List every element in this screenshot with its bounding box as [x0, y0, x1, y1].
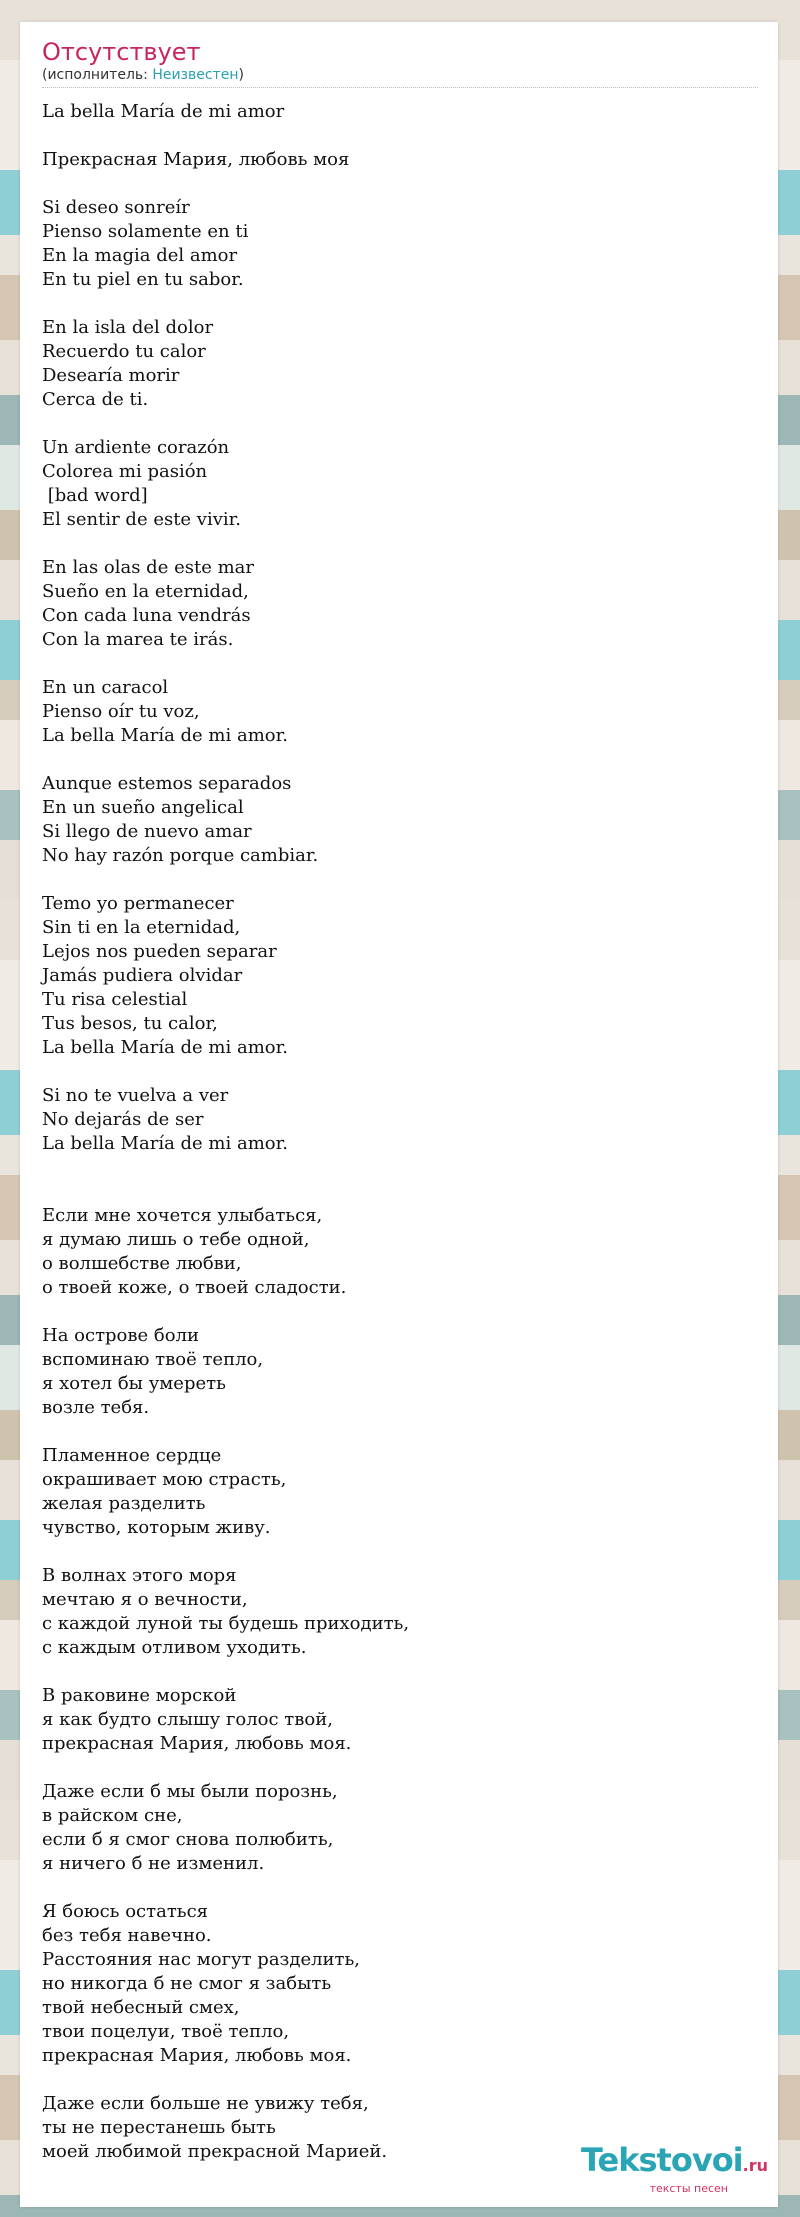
- performer-suffix: ): [238, 67, 244, 83]
- site-logo[interactable]: [548, 2143, 768, 2195]
- logo-tagline: тексты песен: [649, 2182, 728, 2195]
- song-header: [42, 38, 758, 88]
- logo-wordmark: [548, 2143, 768, 2183]
- logo-name: Tekstovoi: [580, 2141, 743, 2179]
- lyrics-text: La bella María de mi amor Прекрасная Мария, любовь моя Si deseo sonreír Pienso solamente en ti En la magia del amor En tu piel en tu sabor. En la isla del dolor Recuerdo tu calor Desearía morir Cerca de ti. Un ardiente corazón Colorea mi pasión [bad word] El sentir de este vivir. En las olas de este mar Sueño en la eternidad, Con cada luna vendrás Con la marea te irás. En un caracol Pienso oír tu voz, La bella María de mi amor. Aunque estemos separados En un sueño angelical Si llego de nuevo amar No hay razón porque cambiar. Temo yo permanecer Sin ti en la eternidad, Lejos nos pueden separar Jamás pudiera olvidar Tu risa celestial Tus besos, tu calor, La bella María de mi amor. Si no te vuelva a ver No dejarás de ser La bella María de mi amor. Если мне хочется улыбаться, я думаю лишь о тебе одной, о волшебстве любви, о твоей коже, о твоей сладости. На острове боли вспоминаю твоё тепло, я хотел бы умереть возле тебя. Пламенное сердце окрашивает мою страсть, желая разделить чувство, которым живу. В волнах этого моря мечтаю я о вечности, с каждой луной ты будешь приходить, с каждым отливом уходить. В раковине морской я как будто слышу голос твой, прекрасная Мария, любовь моя. Даже если б мы были порознь, в райском сне, если б я смог снова полюбить, я ничего б не изменил. Я боюсь остаться без тебя навечно. Расстояния нас могут разделить, но никогда б не смог я забыть твой небесный смех, твои поцелуи, твоё тепло, прекрасная Мария, любовь моя. Даже если больше не увижу тебя, ты не перестанешь быть моей любимой прекрасной Марией.: [42, 101, 410, 2162]
- song-title: Отсутствует: [42, 38, 201, 66]
- content-card: [20, 22, 778, 2207]
- performer-prefix: (исполнитель:: [42, 67, 153, 83]
- performer-link[interactable]: Неизвестен: [152, 67, 239, 83]
- logo-tld: .ru: [742, 2156, 768, 2175]
- performer-line: [42, 66, 758, 84]
